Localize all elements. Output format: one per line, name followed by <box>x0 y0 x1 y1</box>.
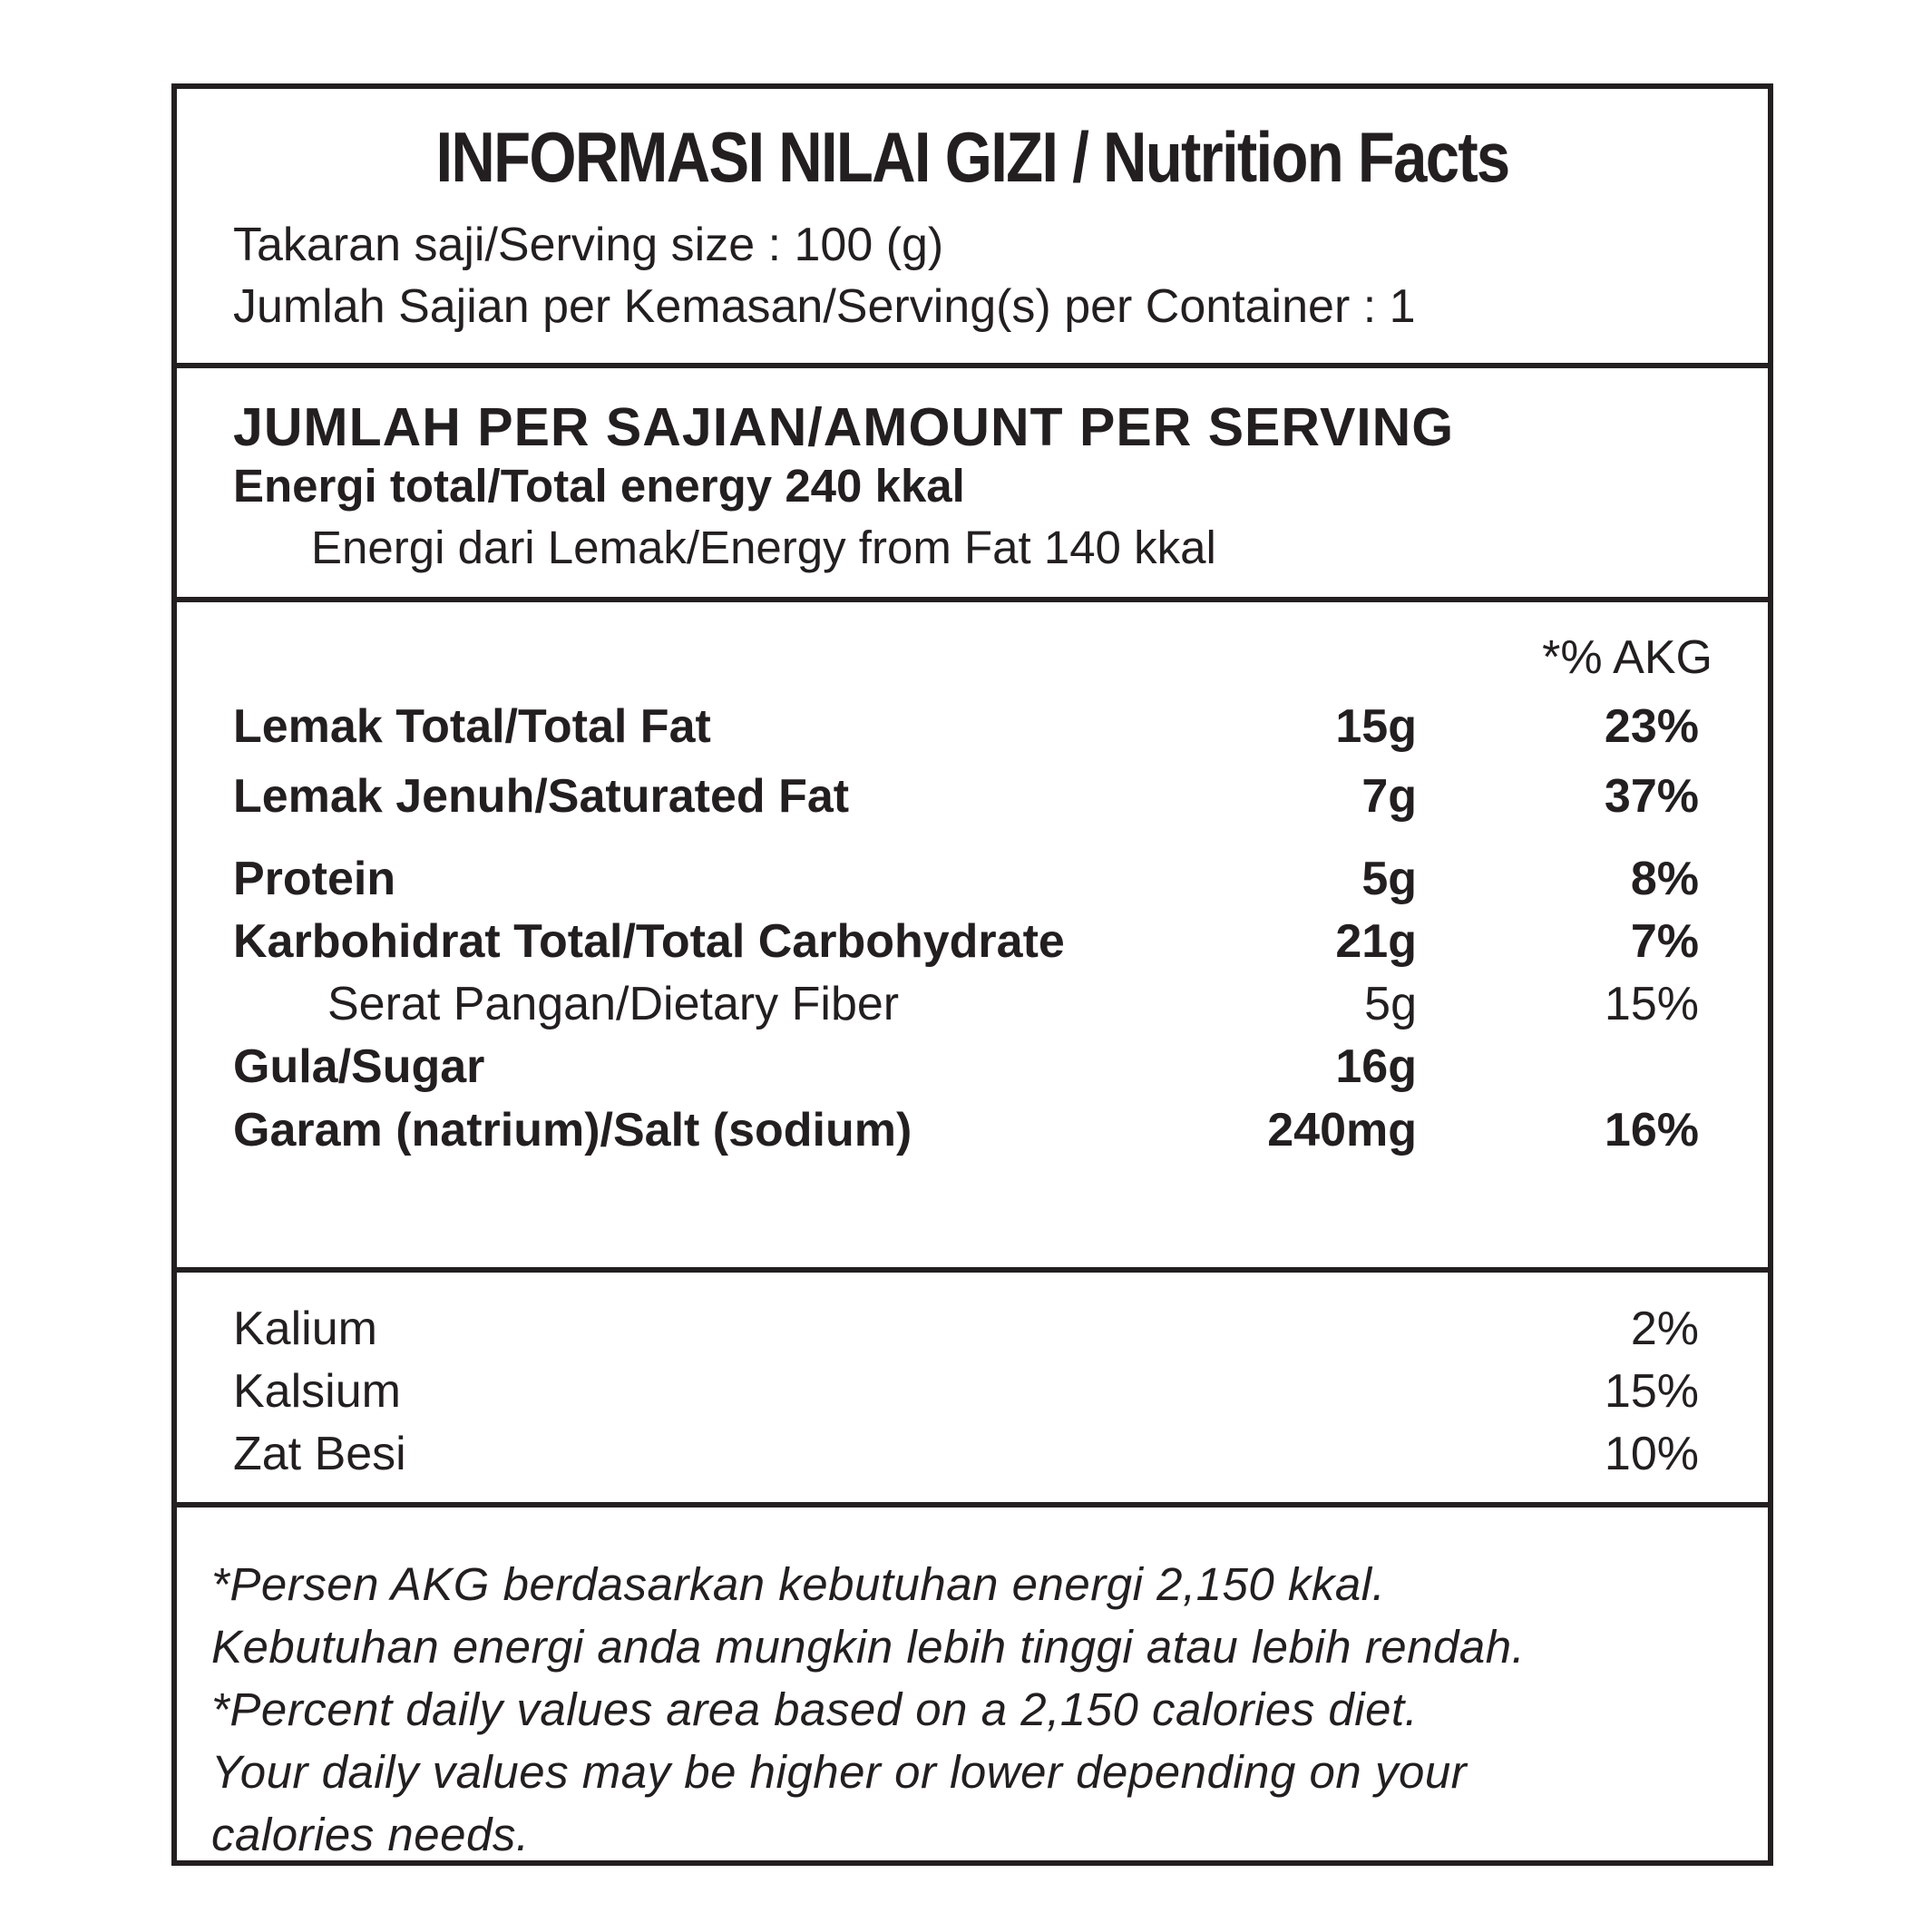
nutrient-percent: 23% <box>1604 700 1699 753</box>
mineral-name: Kalsium <box>233 1365 401 1418</box>
minerals-table <box>177 1273 1768 1502</box>
serving-size: Takaran saji/Serving size : 100 (g) <box>233 219 944 271</box>
amount-section <box>177 368 1768 597</box>
nutrient-amount: 16g <box>1335 1040 1417 1093</box>
mineral-percent: 10% <box>1604 1428 1699 1480</box>
mineral-name: Kalium <box>233 1303 377 1355</box>
nutrient-row-total-fat <box>177 699 1768 754</box>
akg-column-header: *% AKG <box>1542 631 1712 684</box>
nutrient-amount: 21g <box>1335 915 1417 968</box>
nutrient-amount: 240mg <box>1267 1104 1417 1156</box>
nutrient-percent: 16% <box>1604 1104 1699 1156</box>
footnote-line: *Percent daily values area based on a 2,150 calories diet. <box>211 1683 1419 1735</box>
nutrient-percent: 8% <box>1630 853 1699 905</box>
footnote-line: Your daily values may be higher or lower depending on your <box>211 1746 1468 1798</box>
nutrient-amount: 15g <box>1335 700 1417 753</box>
nutrient-percent: 37% <box>1604 770 1699 823</box>
nutrient-row-salt <box>177 1103 1768 1157</box>
nutrient-name: Lemak Jenuh/Saturated Fat <box>233 770 850 823</box>
mineral-percent: 15% <box>1604 1365 1699 1418</box>
nutrient-row-sugar <box>177 1039 1768 1094</box>
nutrient-name: Garam (natrium)/Salt (sodium) <box>233 1104 912 1156</box>
total-energy: Energi total/Total energy 240 kkal <box>233 460 965 512</box>
nutrient-row-total-carbohydrate <box>177 914 1768 969</box>
mineral-row-kalsium <box>177 1364 1768 1419</box>
mineral-row-zat-besi <box>177 1427 1768 1481</box>
nutrient-percent: 15% <box>1604 978 1699 1030</box>
footnote-line: calories needs. <box>211 1809 530 1860</box>
nutrient-name: Karbohidrat Total/Total Carbohydrate <box>233 915 1065 968</box>
mineral-row-kalium <box>177 1302 1768 1356</box>
header-section <box>177 89 1768 363</box>
footnote <box>211 1553 1525 1866</box>
footnote-line: Kebutuhan energi anda mungkin lebih tinggi atau lebih rendah. <box>211 1621 1526 1673</box>
footnote-line: *Persen AKG berdasarkan kebutuhan energi 2,150 kkal. <box>211 1558 1386 1610</box>
footnote-section <box>177 1508 1768 1866</box>
servings-per-container: Jumlah Sajian per Kemasan/Serving(s) per Container : 1 <box>233 280 1416 333</box>
nutrient-amount: 7g <box>1361 770 1417 823</box>
nutrient-name: Lemak Total/Total Fat <box>233 700 711 753</box>
nutrient-name: Serat Pangan/Dietary Fiber <box>327 978 900 1030</box>
nutrition-facts-label <box>171 83 1773 1866</box>
mineral-name: Zat Besi <box>233 1428 406 1480</box>
nutrient-amount: 5g <box>1364 978 1417 1030</box>
amount-per-serving-heading: JUMLAH PER SAJIAN/AMOUNT PER SERVING <box>233 397 1455 457</box>
label-title: INFORMASI NILAI GIZI / Nutrition Facts <box>435 117 1509 197</box>
energy-from-fat: Energi dari Lemak/Energy from Fat 140 kkal <box>311 522 1216 573</box>
nutrient-name: Gula/Sugar <box>233 1040 485 1093</box>
nutrient-name: Protein <box>233 853 396 905</box>
nutrient-row-dietary-fiber <box>177 977 1768 1031</box>
nutrient-percent: 7% <box>1630 915 1699 968</box>
nutrient-amount: 5g <box>1361 853 1417 905</box>
nutrient-row-saturated-fat <box>177 769 1768 824</box>
nutrient-table <box>177 602 1768 1267</box>
mineral-percent: 2% <box>1630 1303 1699 1355</box>
nutrient-row-protein <box>177 852 1768 906</box>
